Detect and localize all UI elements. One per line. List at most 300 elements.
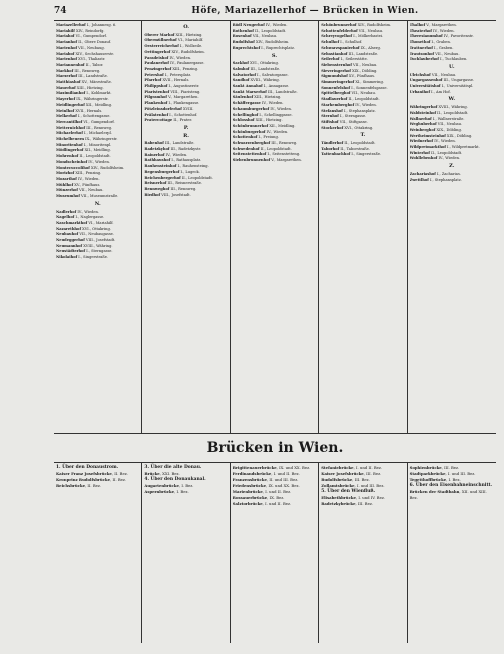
entry-name: Nadlerhof — [56, 209, 77, 214]
bridge-name: Brücken der Stadtbahn — [409, 489, 460, 494]
entry-address: VI., Mariahilf. — [176, 38, 204, 43]
bridge-group-heading: 1. Über den Donaustrom. — [56, 465, 119, 470]
bridge-location: , I. und III. Bez. — [354, 483, 385, 488]
entry-name: Prälatenhof — [144, 112, 169, 117]
entry-name: Währingerhof — [409, 105, 438, 110]
entry-name: Zachariashof — [409, 171, 436, 176]
entry-name: Wertheimsteinhof — [409, 133, 446, 138]
entry-address: V., Margarethen. — [166, 95, 199, 100]
entry-address: I., Freiung. — [257, 135, 279, 140]
bridge-location: , XXI. Bez. — [159, 471, 180, 476]
entry-name: Michelbeuern — [56, 137, 85, 142]
entry-name: Rennweghof — [144, 186, 170, 191]
entry-address: I., Lugeck. — [179, 169, 200, 174]
entry-address: II., Obere Donauf. — [77, 40, 111, 45]
entry-name: Reisnerhof — [144, 181, 167, 186]
bridge-name: Zollamtsbrücke — [321, 483, 355, 488]
entry-name: Markhof — [56, 68, 74, 73]
entry-address: I., Singerstraße. — [350, 152, 382, 157]
section-letter: Z. — [449, 163, 455, 170]
entry-address: I., Seitenstetteng. — [266, 152, 301, 157]
bridge-location: , II. Bez. — [85, 483, 102, 488]
entry-name: Schäffergasse — [232, 101, 261, 106]
section-letter: O. — [183, 24, 189, 30]
entry-address: XVI., Ottakring. — [343, 125, 374, 130]
entry-name: Rothenhof — [232, 28, 254, 33]
entry-name: Pilgramhof — [144, 95, 167, 100]
entry-address: XIV., Rudolfsheim. — [254, 40, 290, 45]
entry-name: Weghuberhof — [409, 122, 437, 127]
entry-name: Riedhof — [144, 192, 161, 197]
entry-address: XIII., Hietzing. — [174, 32, 203, 37]
section-letter: W. — [448, 96, 456, 103]
bridge-location: , III. Bez. — [352, 477, 370, 482]
bridge-location: , XII. und XIII. Bez. — [409, 489, 487, 500]
entry-name: Mariannenhof — [56, 62, 85, 67]
entry-address: III., Rennweg. — [270, 141, 298, 146]
entry-address: I., Johannesg. 6. — [85, 23, 117, 27]
bridge-location: , I. und II. Bez. — [262, 489, 292, 494]
entry-name: Piaristenhof — [144, 89, 170, 94]
entry-address: VIII., Josefstadt. — [84, 238, 116, 243]
entry-address: VI., Gumpendorf. — [82, 119, 115, 124]
entry-address: I., Annagasse. — [262, 84, 290, 89]
entry-name: Neumannhof — [56, 243, 83, 248]
entry-name: Schulhof — [321, 40, 340, 45]
entry-name: Taborhof — [321, 146, 340, 151]
bridge-group-heading: 5. Über den Wienfluß. — [321, 489, 376, 494]
entry-address: VI., Gumpendorf. — [74, 34, 107, 39]
entry-address: III., Landstraße. — [77, 74, 108, 79]
entry-name: Rosenhof — [232, 34, 252, 39]
entry-address: IV., Wieden. — [76, 209, 99, 214]
running-head: Höfe, Mariazellerhof — Brücken in Wien. — [191, 6, 419, 16]
entry-address: IV., Wieden. — [76, 176, 100, 181]
entry-name: Stefanshof — [321, 108, 343, 113]
entry-address: XII., Meidling. — [268, 123, 296, 128]
entry-name: Weinberghof — [409, 127, 436, 132]
entry-name: Paulanerhof — [144, 61, 169, 66]
entry-name: Schottenhof — [232, 135, 258, 140]
directory-entry — [233, 158, 316, 164]
entry-name: Schellinghof — [232, 112, 259, 117]
entry-name: Marienhof — [56, 57, 78, 62]
bridge-group-heading: 4. Über den Donaukanal. — [144, 477, 206, 482]
bridge-name: Rudolfsbrücke — [321, 477, 353, 482]
entry-name: Mayerhof — [56, 97, 76, 102]
entry-name: Mariahilf — [56, 28, 75, 33]
bridge-name: Reichsbrücke — [56, 483, 85, 488]
bridge-name: Augartenbrücke — [144, 483, 179, 488]
entry-address: I., Rauhensteing. — [176, 164, 209, 169]
entry-name: Mozarthof — [56, 176, 77, 181]
entry-address: IV., Paulanergasse. — [168, 61, 205, 66]
bridge-name: Elisabethbrücke — [321, 495, 356, 500]
directory-column-2 — [142, 21, 230, 433]
bridge-name: Marienbrücke — [232, 489, 263, 494]
entry-address: V., Margarethen. — [270, 158, 302, 163]
entry-address: VII., Neubau. — [357, 28, 384, 33]
entry-name: Schwarzenberghof — [232, 141, 271, 146]
entry-address: III., Rennweg. — [85, 125, 113, 130]
entry-address: I., Am Hof. — [430, 89, 451, 94]
entry-address: I., Wildpretmarkt. — [445, 145, 480, 150]
section-letter: S. — [271, 52, 278, 59]
directory-entry — [410, 178, 494, 184]
entry-name: Pratercottage — [144, 118, 173, 123]
entry-address: II., Leopoldstadt. — [343, 141, 376, 146]
entry-address: II., Leopoldstadt. — [429, 150, 463, 155]
entry-name: Thalhof — [409, 23, 426, 27]
entry-name: Plankenhof — [144, 101, 168, 106]
entry-address: IV., Wieden. — [437, 156, 461, 161]
entry-name: Petershof — [144, 72, 164, 77]
directory-column-5 — [408, 21, 496, 433]
bridge-location: , I. Bez. — [178, 483, 194, 488]
entry-name: Salvatorhof — [232, 72, 257, 77]
entry-address: I., Stephansplatz. — [428, 177, 462, 182]
directory-table — [54, 20, 496, 434]
entry-address: III., Ungargasse. — [442, 78, 475, 83]
entry-name: Obermüllnerhof — [144, 38, 177, 43]
entry-name: Marianhof — [56, 40, 78, 45]
bridge-name: Brücke — [144, 471, 160, 476]
entry-address: III., Reisnerstraße. — [166, 181, 203, 186]
entry-name: Sackhof — [232, 61, 249, 66]
entry-name: Neustädterhof — [56, 249, 86, 254]
entry-name: Museumhof — [56, 194, 80, 199]
entry-name: Seitenstettenhof — [232, 152, 267, 157]
entry-name: Wiednerhof — [409, 139, 434, 144]
entry-address: VII., Neubau. — [351, 62, 378, 67]
entry-name: Maximilianhof — [56, 91, 86, 96]
entry-name: Tattenbachhof — [321, 152, 351, 157]
entry-name: Rudolfshof — [232, 40, 255, 45]
bridges-column-3 — [231, 463, 319, 643]
bridge-name: Sophienbrücke — [409, 465, 442, 470]
entry-address: I., Plankengasse. — [167, 101, 200, 106]
bridges-section — [54, 434, 496, 642]
entry-name: Minoritenhof — [56, 142, 83, 147]
entry-name: Oesterreicherhof — [144, 44, 179, 49]
bridge-name: Kronprinz Rudolfsbrücke — [56, 477, 111, 482]
entry-name: Montecuccolihof — [56, 165, 90, 170]
entry-name: Nagelhof — [56, 215, 75, 220]
directory-entry — [410, 90, 494, 96]
bridges-column-2 — [142, 463, 230, 643]
entry-address: XV., Märzstraße. — [80, 80, 112, 85]
entry-address: VII., Neubau. — [251, 34, 278, 39]
entry-name: Neudeggerhof — [56, 238, 85, 243]
entry-name: Regensburgerhof — [144, 169, 180, 174]
page-number: 74 — [54, 6, 67, 16]
entry-name: Pfarrhof — [144, 78, 162, 83]
entry-address: I., Salvatorgasse. — [256, 72, 289, 77]
directory-entry — [410, 57, 494, 63]
entry-address: IX., Währingerstr. — [84, 137, 118, 142]
entry-name: Ruprechtshof — [232, 45, 261, 50]
entry-address: XVIII., Währing. — [82, 243, 113, 248]
entry-name: Meinlhof — [56, 108, 75, 113]
entry-address: II., Leopoldstadt. — [347, 97, 380, 102]
entry-name: Sonnenfelshof — [321, 85, 351, 90]
bridge-location: , I. und II. Bez. — [262, 501, 292, 506]
bridges-column-1 — [54, 463, 142, 643]
entry-address: VII., Neubau. — [434, 51, 460, 56]
section-letter: N. — [94, 200, 101, 207]
entry-address: XIII., Hietzing. — [75, 85, 104, 90]
entry-name: Sternhof — [321, 114, 339, 119]
entry-address: IV., Wieden. — [164, 152, 188, 157]
entry-address: III., Landstraße. — [347, 51, 379, 56]
entry-address: III., Rennweg. — [73, 68, 101, 73]
entry-name: Sieveringerhof — [321, 68, 351, 73]
entry-name: Metternichhof — [56, 125, 86, 130]
entry-address: VII., Neubaug. — [77, 45, 105, 50]
directory-entry — [144, 193, 227, 199]
entry-name: Tändlerhof — [321, 141, 344, 146]
entry-address: IV., Wieden. — [354, 102, 377, 107]
entry-address: I., Sterngasse. — [85, 249, 113, 254]
entry-name: Matthiashof — [56, 80, 81, 85]
entry-address: IV., Wieden. — [264, 23, 288, 27]
entry-name: Mühlhof — [56, 182, 74, 187]
entry-address: III., Landstraße. — [266, 89, 298, 94]
entry-name: Urbanihof — [409, 89, 430, 94]
entry-address: XVIII. — [181, 106, 194, 111]
directory-column-3 — [231, 21, 319, 433]
bridge-name: Ferdinandsbrücke — [232, 471, 272, 476]
entry-address: II., Leopoldstadt. — [78, 154, 111, 159]
entry-address: VII., Neubaugasse. — [78, 232, 114, 237]
entry-name: Schwedenhof — [232, 146, 260, 151]
entry-name: Rödl Neugerhof — [232, 23, 265, 27]
entry-name: Schlosshof — [232, 118, 255, 123]
entry-name: Theresianumhof — [409, 34, 443, 39]
entry-address: XIX., Döbling. — [435, 127, 462, 132]
entry-name: Neubauhof — [56, 232, 79, 237]
entry-address: II., Leopoldstadt. — [259, 146, 292, 151]
bridge-location: , III. Bez. — [441, 465, 460, 470]
bridges-table — [54, 462, 496, 643]
bridge-name: Rossauerbrücke — [232, 495, 268, 500]
entry-name: Rabenhof — [144, 141, 164, 146]
entry-address: XV., Fünfhaus. — [347, 74, 376, 79]
entry-address: I., Petersplatz. — [163, 72, 192, 77]
entry-name: Schaumburgerhof — [232, 106, 270, 111]
section-title: Brücken in Wien. — [206, 440, 344, 456]
entry-name: Zwettlhof — [409, 177, 429, 182]
entry-name: Schwarzspanierhof — [321, 45, 360, 50]
bridge-group-heading: 3. Über die alte Donau. — [144, 465, 202, 470]
bridge-name: Brigittenauerbrücke — [232, 465, 277, 470]
entry-name: Schönbrunnerhof — [321, 23, 357, 27]
bridge-location: , II. Bez. — [111, 471, 128, 476]
entry-name: Reichenbergerhof — [144, 175, 181, 180]
entry-address: XI., Simmering. — [354, 80, 384, 85]
entry-address: I., Minoritenpl. — [82, 142, 112, 147]
entry-address: XII., Meidling. — [84, 102, 113, 107]
entry-address: III., Landstraße. — [249, 66, 281, 71]
entry-name: Sankt Marxerhof — [232, 89, 267, 94]
entry-address: I., Rathausplatz. — [170, 158, 202, 163]
entry-address: XIII., Hietzing. — [253, 95, 282, 100]
entry-address: I., Singerstraße. — [77, 255, 109, 260]
entry-name: Seilerhof — [321, 57, 340, 62]
directory-column-4 — [319, 21, 407, 433]
directory-entry — [410, 156, 494, 162]
entry-name: Rauhensteinhof — [144, 164, 177, 169]
entry-name: Marxerhof — [56, 74, 78, 79]
entry-name: Mariabof — [56, 51, 75, 56]
entry-address: XIX., Döbling. — [445, 133, 473, 138]
bridge-location: , IX. und XX. Bez. — [266, 483, 300, 488]
bridge-entry — [233, 501, 316, 507]
entry-address: VII., Stiftgasse. — [338, 119, 368, 124]
entry-address: III., Radetzkystr. — [169, 147, 201, 152]
entry-name: Säulenhof — [232, 95, 254, 100]
entry-name: Philippshof — [144, 84, 168, 89]
entry-address: XIV., Reindorfg. — [74, 28, 105, 33]
entry-address: VIII., Piaristeng. — [169, 89, 201, 94]
entry-address: I., Zacharias. — [435, 171, 461, 176]
directory-entry — [56, 255, 139, 261]
entry-address: XVIII., Währing. — [249, 78, 280, 83]
page-header — [54, 6, 496, 20]
bridge-entry — [144, 489, 227, 495]
entry-name: Trattnerhof — [409, 45, 433, 50]
entry-address: I., Graben. — [430, 40, 452, 45]
entry-name: Sigmundshof — [321, 74, 348, 79]
entry-name: Penzingerhof — [144, 66, 172, 71]
entry-address: I., Stephansplatz. — [342, 108, 376, 113]
directory-entry — [233, 46, 316, 52]
entry-name: Wohllebenhof — [409, 156, 438, 161]
bridge-entry — [56, 483, 139, 489]
bridge-name: Kaiser Josefsbrücke — [321, 471, 364, 476]
entry-address: I., Sonnenfelsgasse. — [350, 85, 388, 90]
entry-name: Wallnerhof — [409, 116, 432, 121]
entry-name: Morizhof — [56, 171, 75, 176]
bridge-name: Kaiser Franz Josefsbrücke — [56, 471, 112, 476]
entry-name: Mariazellerhof — [56, 23, 86, 27]
entry-address: I., Michaelerpl. — [82, 131, 112, 136]
entry-name: Mondscheinhof — [56, 159, 88, 164]
entry-address: I., Wallnerstraße. — [431, 116, 465, 121]
entry-name: Rainerhof — [144, 152, 165, 157]
entry-address: XII., Meidling. — [83, 148, 111, 153]
entry-address: V., Margarethen. — [425, 23, 457, 27]
entry-address: XVI., Thaliastr. — [77, 57, 106, 62]
entry-address: XVI., Ottakring. — [248, 61, 279, 66]
entry-address: I., Graben. — [432, 45, 454, 50]
entry-address: XVII., Hernals. — [161, 78, 190, 83]
directory-column-1 — [54, 21, 142, 433]
entry-name: Nazarethhof — [56, 226, 81, 231]
entry-name: Waldsteinhof — [409, 110, 437, 115]
entry-name: Paradeishof — [144, 55, 169, 60]
entry-address: I., Ruprechtsplatz. — [260, 45, 295, 50]
section-letter: U. — [448, 63, 455, 70]
bridge-entry — [321, 501, 404, 507]
bridges-column-4 — [319, 463, 407, 643]
entry-name: Pötzleinsdorferhof — [144, 106, 182, 111]
entry-address: I., Wollzeile. — [178, 44, 203, 49]
entry-name: Schönburgerhof — [232, 129, 266, 134]
entry-name: Sankt Annahof — [232, 84, 263, 89]
entry-address: XV., Fünfhaus. — [73, 182, 101, 187]
entry-address: I., Kohlmarkt. — [85, 91, 112, 96]
bridge-name: Stadtparkbrücke — [409, 471, 446, 476]
entry-address: II., Leopoldstadt. — [180, 175, 213, 180]
entry-address: XVIII., Währing. — [437, 105, 468, 110]
entry-name: Mariahof — [56, 34, 75, 39]
entry-name: Schönbrunnerhof — [232, 123, 269, 128]
entry-address: I., Sterngasse. — [338, 114, 367, 119]
entry-name: Salmhof — [232, 66, 250, 71]
entry-name: Münzerhof — [56, 188, 78, 193]
entry-name: Naschmarkthof — [56, 220, 88, 225]
entry-name: Schottenfelderhof — [321, 28, 358, 33]
entry-address: IV., Wieden. — [168, 55, 192, 60]
bridge-name: Radetzkybrücke — [321, 501, 356, 506]
entry-name: Mödlingerhof — [56, 148, 84, 153]
entry-address: XVI., Ottakring. — [81, 226, 111, 231]
entry-address: XIV., Rudolfsheim. — [89, 165, 125, 170]
entry-address: VIII., Josefstadt. — [160, 192, 191, 197]
bridge-location: , III. Bez. — [363, 471, 382, 476]
bridge-location: , I. und IV. Bez. — [355, 495, 386, 500]
entry-address: VII., Neubau. — [350, 91, 376, 96]
entry-name: Oettingerhof — [144, 49, 171, 54]
entry-address: I., Seilerstätte. — [339, 57, 368, 62]
entry-name: Sebastianhof — [321, 51, 348, 56]
entry-name: Sandhof — [232, 78, 250, 83]
bridge-location: , I. Bez. — [446, 477, 461, 482]
entry-address: I., Schottenhof. — [168, 112, 198, 117]
entry-name: Rathhaushof — [144, 158, 171, 163]
entry-name: Starhemberghof — [321, 102, 355, 107]
bridge-location: , II. und III. Bez. — [266, 477, 299, 482]
entry-name: Mercantilhof — [56, 119, 83, 124]
entry-name: Siebenbrunnenhof — [232, 158, 271, 163]
entry-address: IV., Wieden. — [433, 139, 456, 144]
entry-address: VII., Museumstraße. — [79, 194, 119, 199]
entry-address: II., Tabor. — [84, 62, 104, 67]
bridge-location: , II. Bez. — [110, 477, 127, 482]
bridge-location: , III. Bez. — [355, 501, 374, 506]
entry-name: Schreyvogelhof — [321, 34, 353, 39]
entry-address: XIV., Rudolfsheim. — [356, 23, 392, 27]
entry-address: IV., Wieden. — [260, 101, 284, 106]
entry-address: III., Landstraße. — [163, 141, 195, 146]
entry-address: VII., Neubau. — [430, 72, 457, 77]
entry-name: Siebensternhof — [321, 62, 352, 67]
entry-address: VII., Neubau. — [436, 122, 463, 127]
entry-address: II., Leopoldstadt. — [436, 110, 469, 115]
entry-address: XIII., Penzing. — [74, 171, 102, 176]
bridge-group-heading: 6. Über den Eisenbahneinschnitt. — [409, 483, 493, 488]
bridge-location: , I. und II. Bez. — [271, 471, 300, 476]
entry-address: I., Universitätspl. — [440, 84, 474, 89]
entry-name: Stockerhof — [321, 125, 344, 130]
entry-address: IV., Wieden. — [269, 106, 292, 111]
bridges-column-5 — [408, 463, 496, 643]
section-letter: P. — [183, 124, 189, 131]
entry-address: I., Tuchlauben. — [438, 57, 468, 62]
directory-entry — [321, 152, 404, 158]
entry-address: II., Prater. — [172, 118, 192, 123]
